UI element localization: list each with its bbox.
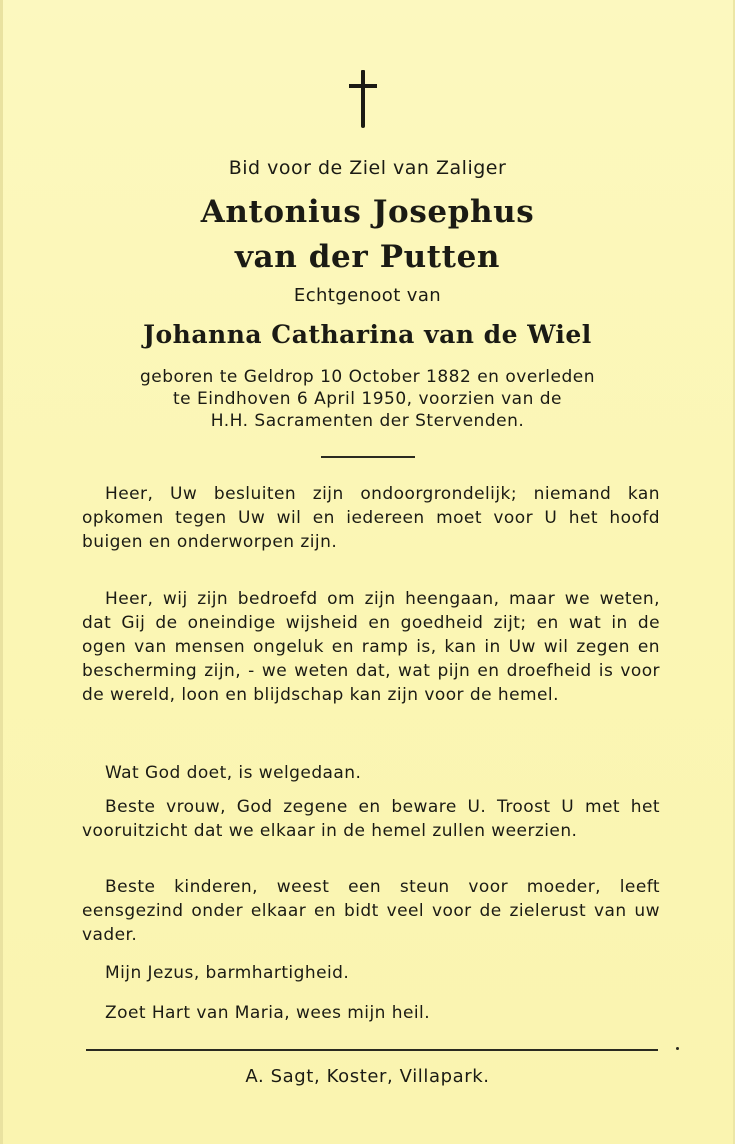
prayer-paragraph [82, 761, 660, 785]
relation-label: Echtgenoot van [293, 285, 442, 306]
biography [60, 366, 675, 432]
paragraph-text: Mijn Jezus, barmhartigheid. [105, 963, 350, 983]
deceased-name-line1: Antonius Josephus [200, 194, 535, 230]
paragraph-text: Wat God doet, is welgedaan. [105, 763, 362, 783]
divider [321, 456, 415, 458]
printer-credit: A. Sagt, Koster, Villapark. [245, 1066, 490, 1087]
prayer-paragraph [82, 482, 660, 554]
spouse-name: Johanna Catharina van de Wiel [143, 320, 592, 349]
bio-line: geboren te Geldrop 10 October 1882 en overleden [140, 367, 595, 387]
prayer-paragraph [82, 795, 660, 843]
paragraph-text: Beste kinderen, weest een steun voor moeder, leeft eensgezind onder elkaar en bidt veel voor de zielerust van uw vader. [82, 877, 660, 945]
print-dot [676, 1047, 679, 1050]
prayer-paragraph [82, 1001, 660, 1025]
bio-line: H.H. Sacramenten der Stervenden. [210, 411, 525, 431]
paragraph-text: Heer, wij zijn bedroefd om zijn heengaan, maar we weten, dat Gij de oneindige wijsheid en goedheid zijt; en wat in de ogen van mensen ongeluk en ramp is, kan in Uw wil zegen en bescherming zijn, - we weten dat, wat pijn en droefheid is voor de wereld, loon en blijdschap kan zijn voor de hemel. [82, 589, 660, 705]
prayer-intro: Bid voor de Ziel van Zaliger [228, 157, 507, 179]
paragraph-text: Heer, Uw besluiten zijn ondoorgrondelijk; niemand kan opkomen tegen Uw wil en iedereen moet voor U het hoofd buigen en onderworpen zijn. [82, 484, 660, 552]
paragraph-text: Zoet Hart van Maria, wees mijn heil. [105, 1003, 431, 1023]
prayer-paragraph [82, 587, 660, 707]
paragraph-text: Beste vrouw, God zegene en beware U. Troost U met het vooruitzicht dat we elkaar in de hemel zullen weerzien. [82, 797, 660, 841]
deceased-name-line2: van der Putten [234, 239, 501, 275]
bio-line: te Eindhoven 6 April 1950, voorzien van de [172, 389, 563, 409]
prayer-paragraph [82, 875, 660, 947]
divider [86, 1049, 658, 1051]
prayer-paragraph [82, 961, 660, 985]
latin-cross-icon [349, 70, 377, 130]
